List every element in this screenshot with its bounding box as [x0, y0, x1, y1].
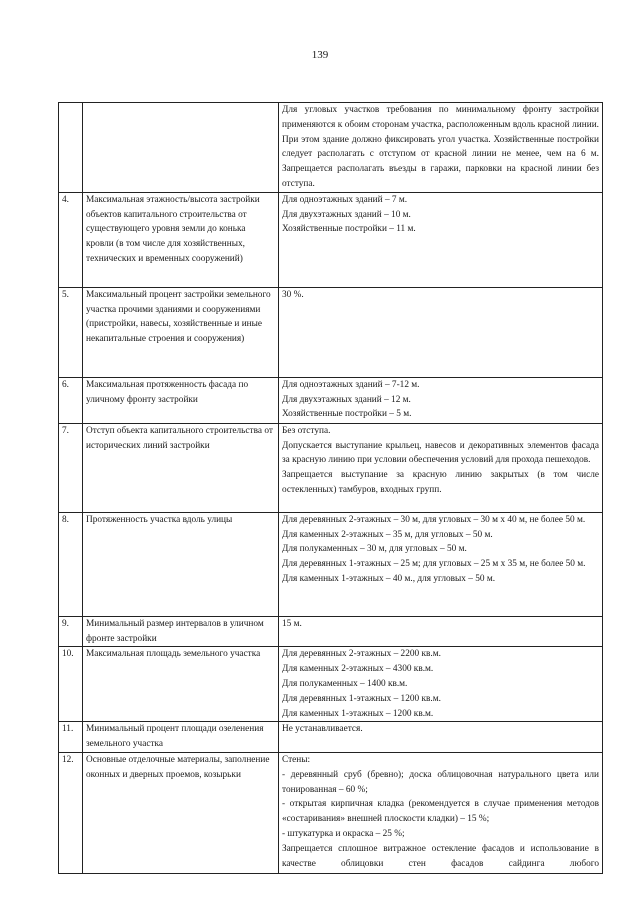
value-line: Запрещается сплошное витражное остекление фасадов и использование в качестве облицовки стен фасадов сайдинга любого: [282, 843, 599, 869]
table-row: [59, 722, 603, 753]
value-line: Стены:: [282, 754, 311, 765]
value-line: Для полукаменных – 30 м, для угловых – 50 м.: [282, 544, 467, 555]
table-row: [59, 423, 603, 512]
value-line: Для одноэтажных зданий – 7 м.: [282, 194, 408, 205]
table-row: [59, 103, 603, 193]
row-number: 9.: [59, 616, 83, 647]
regulations-table: [58, 102, 603, 874]
parameter-name: [83, 103, 279, 193]
value-line: Не устанавливается.: [282, 724, 363, 735]
parameter-name: Минимальный размер интервалов в уличном фронте застройки: [83, 616, 279, 647]
parameter-value: [279, 192, 603, 287]
parameter-name: Максимальный процент застройки земельного участка прочими зданиями и сооружениями (пристройки, навесы, хозяйственные и иные некапитальные строения и сооружения): [83, 287, 279, 377]
row-number: 5.: [59, 287, 83, 377]
parameter-name: Минимальный процент площади озеленения земельного участка: [83, 722, 279, 753]
parameter-name: Протяженность участка вдоль улицы: [83, 512, 279, 616]
value-paragraph: Для угловых участков требования по минимальному фронту застройки применяются к обоим сторонам участка, расположенным вдоль красной линии. При этом здание должно фиксировать угол участка. Хозяйственные постройки следует располагать с отступом от красной линии не менее, чем на 6 м. Запрещается располагать въезды в гаражи, парковки на красной линии без отступа.: [282, 105, 599, 189]
row-number: 4.: [59, 192, 83, 287]
value-line: Для деревянных 1-этажных – 1200 кв.м.: [282, 693, 441, 704]
parameter-value: [279, 512, 603, 616]
table-row: [59, 647, 603, 722]
row-number: 10.: [59, 647, 83, 722]
value-line: - штукатурка и окраска – 25 %;: [282, 828, 405, 839]
parameter-value: [279, 377, 603, 423]
parameter-value: [279, 722, 603, 753]
row-number: 7.: [59, 423, 83, 512]
parameter-name: Основные отделочные материалы, заполнение оконных и дверных проемов, козырьки: [83, 752, 279, 873]
value-line: - открытая кирпичная кладка (рекомендуется в случае применения методов «состаривания» внешней плоскости кладки) – 15 %;: [282, 799, 599, 825]
parameter-name: Максимальная площадь земельного участка: [83, 647, 279, 722]
table-row: [59, 616, 603, 647]
value-line: Для каменных 1-этажных – 1200 кв.м.: [282, 708, 434, 719]
value-line: Для деревянных 1-этажных – 25 м; для угловых – 25 м х 35 м, не более 50 м.: [282, 559, 586, 570]
parameter-value: [279, 287, 603, 377]
row-number: 6.: [59, 377, 83, 423]
value-line: - деревянный сруб (бревно); доска облицовочная натурального цвета или тонированная – 60 %;: [282, 769, 599, 795]
parameter-name: Максимальная этажность/высота застройки объектов капитального строительства от существующего уровня земли до конька кровли (в том числе для хозяйственных, технических и временных сооружений): [83, 192, 279, 287]
value-line: Без отступа.: [282, 425, 331, 436]
table-row: [59, 512, 603, 616]
row-number: 11.: [59, 722, 83, 753]
value-line: Для деревянных 2-этажных – 30 м, для угловых – 30 м х 40 м, не более 50 м.: [282, 514, 586, 525]
row-number: [59, 103, 83, 193]
value-line: Для двухэтажных зданий – 10 м.: [282, 209, 411, 220]
table-row: [59, 377, 603, 423]
value-line: Для каменных 2-этажных – 35 м, для угловых – 50 м.: [282, 529, 493, 540]
parameter-value: [279, 647, 603, 722]
value-line: 30 %.: [282, 289, 304, 300]
value-line: Для каменных 2-этажных – 4300 кв.м.: [282, 664, 434, 675]
parameter-name: Максимальная протяженность фасада по уличному фронту застройки: [83, 377, 279, 423]
row-number: 8.: [59, 512, 83, 616]
table-row: [59, 192, 603, 287]
parameter-value: [279, 423, 603, 512]
value-line: Для полукаменных – 1400 кв.м.: [282, 678, 408, 689]
value-line: Для каменных 1-этажных – 40 м., для угловых – 50 м.: [282, 573, 496, 584]
value-line: Хозяйственные постройки – 5 м.: [282, 409, 412, 420]
page-number: 139: [311, 49, 329, 61]
value-line: Хозяйственные постройки – 11 м.: [282, 224, 416, 235]
parameter-value: [279, 752, 603, 873]
value-line: Для деревянных 2-этажных – 2200 кв.м.: [282, 649, 441, 660]
parameter-value: [279, 616, 603, 647]
table-row: [59, 752, 603, 873]
value-line: Запрещается выступание за красную линию закрытых (в том числе остекленных) тамбуров, входных групп.: [282, 470, 599, 495]
table-row: [59, 287, 603, 377]
value-line: 15 м.: [282, 618, 302, 629]
value-line: Для одноэтажных зданий – 7-12 м.: [282, 379, 420, 390]
parameter-name: Отступ объекта капитального строительства от исторических линий застройки: [83, 423, 279, 512]
parameter-value: [279, 103, 603, 193]
row-number: 12.: [59, 752, 83, 873]
value-line: Для двухэтажных зданий – 12 м.: [282, 394, 411, 405]
value-line: Допускается выступание крыльец, навесов и декоративных элементов фасада за красную линию при условии обеспечения условий для прохода пешеходов.: [282, 440, 599, 466]
